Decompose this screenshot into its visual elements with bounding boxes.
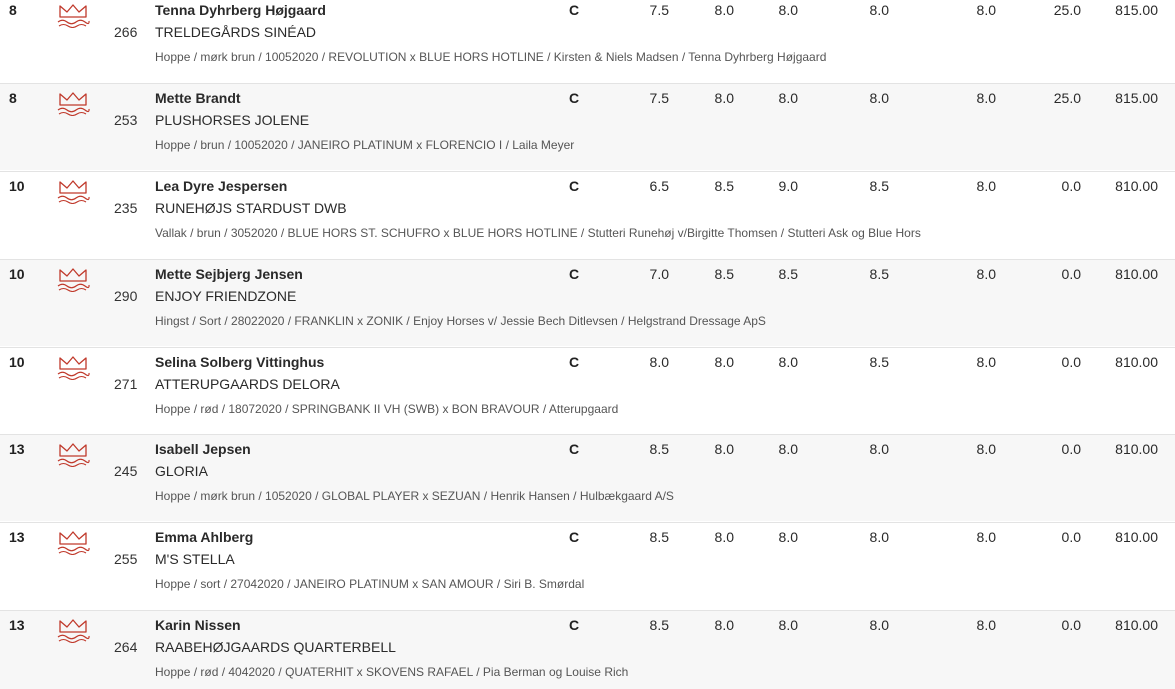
start-number: 253	[114, 112, 138, 128]
start-number: 245	[114, 463, 138, 479]
score-5: 8.0	[976, 2, 996, 18]
table-row[interactable]	[0, 610, 1175, 689]
rank: 13	[9, 529, 25, 545]
score-1: 8.5	[649, 617, 669, 633]
score-3: 8.0	[778, 529, 798, 545]
class-label: C	[569, 617, 580, 633]
crown-icon	[56, 2, 90, 28]
rank: 10	[9, 354, 25, 370]
score-1: 6.5	[649, 178, 669, 194]
total-score: 815.00	[1115, 90, 1158, 106]
score-4: 8.0	[869, 2, 889, 18]
score-3: 8.0	[778, 90, 798, 106]
bonus-score: 0.0	[1061, 529, 1081, 545]
total-score: 810.00	[1115, 178, 1158, 194]
score-4: 8.5	[869, 178, 889, 194]
bonus-score: 0.0	[1061, 441, 1081, 457]
bonus-score: 0.0	[1061, 617, 1081, 633]
crown-icon	[56, 441, 90, 467]
score-3: 8.0	[778, 617, 798, 633]
rider-name[interactable]: Lea Dyre Jespersen	[155, 178, 288, 194]
rank: 10	[9, 266, 25, 282]
crown-icon	[56, 529, 90, 555]
bonus-score: 25.0	[1053, 2, 1081, 18]
start-number: 255	[114, 551, 138, 567]
horse-name[interactable]: RUNEHØJS STARDUST DWB	[155, 200, 347, 216]
score-5: 8.0	[976, 617, 996, 633]
score-2: 8.5	[714, 266, 734, 282]
horse-name[interactable]: ENJOY FRIENDZONE	[155, 288, 297, 304]
score-3: 9.0	[778, 178, 798, 194]
rank: 8	[9, 90, 17, 106]
score-1: 8.0	[649, 354, 669, 370]
total-score: 810.00	[1115, 266, 1158, 282]
rider-name[interactable]: Emma Ahlberg	[155, 529, 254, 545]
crown-icon	[56, 354, 90, 380]
score-1: 8.5	[649, 529, 669, 545]
crown-icon	[56, 617, 90, 643]
rider-name[interactable]: Karin Nissen	[155, 617, 241, 633]
rider-name[interactable]: Tenna Dyhrberg Højgaard	[155, 2, 326, 18]
total-score: 810.00	[1115, 529, 1158, 545]
rank: 8	[9, 2, 17, 18]
horse-details: Hingst / Sort / 28022020 / FRANKLIN x ZONIK / Enjoy Horses v/ Jessie Bech Ditlevsen / Helgstrand Dressage ApS	[155, 314, 766, 328]
class-label: C	[569, 266, 580, 282]
score-4: 8.0	[869, 441, 889, 457]
horse-name[interactable]: GLORIA	[155, 463, 208, 479]
rider-name[interactable]: Mette Brandt	[155, 90, 241, 106]
class-label: C	[569, 354, 580, 370]
score-3: 8.0	[778, 441, 798, 457]
table-row[interactable]	[0, 434, 1175, 521]
class-label: C	[569, 2, 580, 18]
bonus-score: 0.0	[1061, 178, 1081, 194]
rank: 10	[9, 178, 25, 194]
rider-name[interactable]: Selina Solberg Vittinghus	[155, 354, 325, 370]
rank: 13	[9, 441, 25, 457]
score-2: 8.0	[714, 354, 734, 370]
score-1: 7.5	[649, 2, 669, 18]
horse-name[interactable]: TRELDEGÅRDS SINÉAD	[155, 24, 317, 40]
horse-details: Hoppe / mørk brun / 10052020 / REVOLUTION x BLUE HORS HOTLINE / Kirsten & Niels Madsen / Tenna Dyhrberg Højgaard	[155, 50, 827, 64]
rider-name[interactable]: Isabell Jepsen	[155, 441, 251, 457]
score-2: 8.0	[714, 617, 734, 633]
bonus-score: 0.0	[1061, 354, 1081, 370]
class-label: C	[569, 90, 580, 106]
score-5: 8.0	[976, 354, 996, 370]
table-row[interactable]	[0, 171, 1175, 258]
horse-details: Hoppe / sort / 27042020 / JANEIRO PLATINUM x SAN AMOUR / Siri B. Smørdal	[155, 577, 585, 591]
class-label: C	[569, 529, 580, 545]
score-5: 8.0	[976, 90, 996, 106]
table-row[interactable]	[0, 83, 1175, 170]
start-number: 264	[114, 639, 138, 655]
table-row[interactable]	[0, 0, 1175, 83]
total-score: 810.00	[1115, 441, 1158, 457]
rank: 13	[9, 617, 25, 633]
total-score: 810.00	[1115, 617, 1158, 633]
bonus-score: 0.0	[1061, 266, 1081, 282]
score-2: 8.5	[714, 178, 734, 194]
crown-icon	[56, 178, 90, 204]
score-3: 8.5	[778, 266, 798, 282]
score-1: 7.5	[649, 90, 669, 106]
score-4: 8.5	[869, 354, 889, 370]
score-5: 8.0	[976, 441, 996, 457]
rider-name[interactable]: Mette Sejbjerg Jensen	[155, 266, 303, 282]
score-4: 8.0	[869, 529, 889, 545]
score-4: 8.0	[869, 617, 889, 633]
horse-name[interactable]: M'S STELLA	[155, 551, 235, 567]
horse-details: Hoppe / rød / 18072020 / SPRINGBANK II VH (SWB) x BON BRAVOUR / Atterupgaard	[155, 402, 619, 416]
table-row[interactable]	[0, 347, 1175, 434]
score-1: 8.5	[649, 441, 669, 457]
horse-name[interactable]: RAABEHØJGAARDS QUARTERBELL	[155, 639, 396, 655]
bonus-score: 25.0	[1053, 90, 1081, 106]
score-2: 8.0	[714, 90, 734, 106]
start-number: 271	[114, 376, 138, 392]
score-2: 8.0	[714, 2, 734, 18]
class-label: C	[569, 178, 580, 194]
score-4: 8.0	[869, 90, 889, 106]
score-2: 8.0	[714, 529, 734, 545]
start-number: 266	[114, 24, 138, 40]
total-score: 810.00	[1115, 354, 1158, 370]
score-1: 7.0	[649, 266, 669, 282]
score-2: 8.0	[714, 441, 734, 457]
start-number: 290	[114, 288, 138, 304]
score-5: 8.0	[976, 178, 996, 194]
horse-details: Hoppe / rød / 4042020 / QUATERHIT x SKOVENS RAFAEL / Pia Berman og Louise Rich	[155, 665, 629, 679]
start-number: 235	[114, 200, 138, 216]
score-3: 8.0	[778, 354, 798, 370]
score-5: 8.0	[976, 529, 996, 545]
table-row[interactable]	[0, 522, 1175, 609]
score-3: 8.0	[778, 2, 798, 18]
crown-icon	[56, 266, 90, 292]
class-label: C	[569, 441, 580, 457]
horse-details: Vallak / brun / 3052020 / BLUE HORS ST. SCHUFRO x BLUE HORS HOTLINE / Stutteri Runehøj v/Birgitte Thomsen / Stutteri Ask og Blue Hors	[155, 226, 921, 240]
table-row[interactable]	[0, 259, 1175, 346]
total-score: 815.00	[1115, 2, 1158, 18]
horse-name[interactable]: PLUSHORSES JOLENE	[155, 112, 310, 128]
crown-icon	[56, 90, 90, 116]
score-5: 8.0	[976, 266, 996, 282]
horse-details: Hoppe / brun / 10052020 / JANEIRO PLATINUM x FLORENCIO I / Laila Meyer	[155, 138, 575, 152]
score-4: 8.5	[869, 266, 889, 282]
horse-details: Hoppe / mørk brun / 1052020 / GLOBAL PLAYER x SEZUAN / Henrik Hansen / Hulbækgaard A/S	[155, 489, 674, 503]
horse-name[interactable]: ATTERUPGAARDS DELORA	[155, 376, 340, 392]
